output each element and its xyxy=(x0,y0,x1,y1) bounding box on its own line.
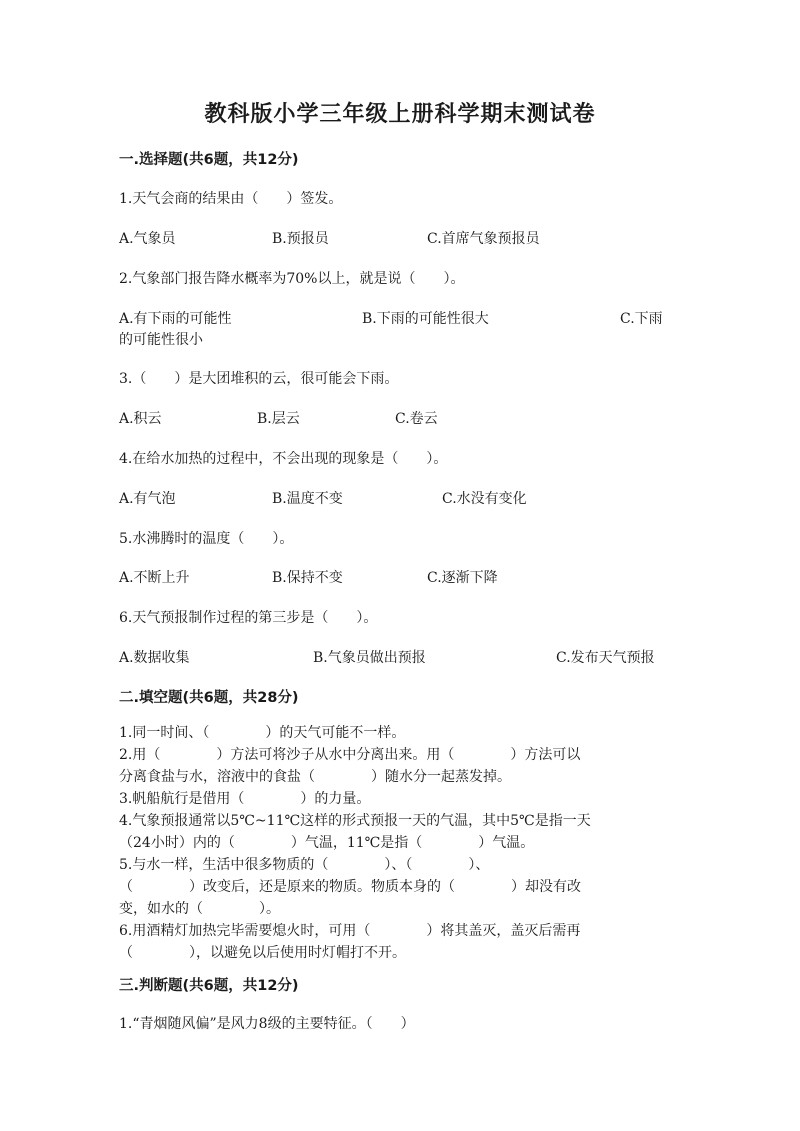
choice-question-5: 5.水沸腾时的温度（ ）。 xyxy=(119,531,294,547)
choice-question-2: 2.气象部门报告降水概率为70%以上，就是说（ ）。 xyxy=(119,271,465,287)
choice-option: A.有气泡 xyxy=(119,491,176,507)
fill-line: 变，如水的（ ）。 xyxy=(119,901,280,917)
choice-question-1: 1.天气会商的结果由（ ）签发。 xyxy=(119,191,343,207)
fill-line: 5.与水一样，生活中很多物质的（ ）、（ ）、 xyxy=(119,857,490,873)
choice-option: C.首席气象预报员 xyxy=(427,231,540,247)
choice-option: B.温度不变 xyxy=(272,491,343,507)
choice-question-4: 4.在给水加热的过程中，不会出现的现象是（ ）。 xyxy=(119,451,448,467)
judge-question-1: 1.“青烟随风偏”是风力8级的主要特征。（ ） xyxy=(119,1016,415,1032)
choice-option: C.水没有变化 xyxy=(442,491,527,507)
fill-line: 6.用酒精灯加热完毕需要熄火时，可用（ ）将其盖灭，盖灭后需再 xyxy=(119,923,581,939)
section-heading-choice: 一.选择题(共6题，共12分) xyxy=(119,152,299,168)
choice-question-3: 3.（ ）是大团堆积的云，很可能会下雨。 xyxy=(119,371,399,387)
choice-option: C.下雨 xyxy=(620,311,663,327)
choice-option: C.逐渐下降 xyxy=(427,570,498,586)
fill-line: 4.气象预报通常以5℃~11℃这样的形式预报一天的气温，其中5℃是指一天 xyxy=(119,813,591,829)
choice-option: A.有下雨的可能性 xyxy=(119,311,232,327)
choice-option-continued: 的可能性很小 xyxy=(119,332,203,348)
choice-question-6: 6.天气预报制作过程的第三步是（ ）。 xyxy=(119,610,378,626)
choice-option: A.数据收集 xyxy=(119,650,190,666)
choice-option: B.保持不变 xyxy=(272,570,343,586)
choice-option: B.层云 xyxy=(257,411,300,427)
choice-option: B.预报员 xyxy=(272,231,329,247)
fill-line: （24小时）内的（ ）气温，11℃是指（ ）气温。 xyxy=(119,835,535,851)
fill-line: 分离食盐与水，溶液中的食盐（ ）随水分一起蒸发掉。 xyxy=(119,769,511,785)
section-heading-judge: 三.判断题(共6题，共12分) xyxy=(119,978,299,994)
fill-line: （ ），以避免以后使用时灯帽打不开。 xyxy=(119,945,406,961)
section-heading-fill: 二.填空题(共6题，共28分) xyxy=(119,690,299,706)
choice-option: A.积云 xyxy=(119,411,162,427)
choice-option: B.气象员做出预报 xyxy=(313,650,426,666)
choice-option: C.发布天气预报 xyxy=(556,650,655,666)
fill-line: 1.同一时间、（ ）的天气可能不一样。 xyxy=(119,725,406,741)
fill-line: 3.帆船航行是借用（ ）的力量。 xyxy=(119,791,371,807)
choice-option: A.不断上升 xyxy=(119,570,190,586)
choice-option: B.下雨的可能性很大 xyxy=(362,311,489,327)
page-title: 教科版小学三年级上册科学期末测试卷 xyxy=(204,102,596,127)
choice-option: A.气象员 xyxy=(119,231,176,247)
fill-line: （ ）改变后，还是原来的物质。物质本身的（ ）却没有改 xyxy=(119,879,581,895)
fill-line: 2.用（ ）方法可将沙子从水中分离出来。用（ ）方法可以 xyxy=(119,747,581,763)
choice-option: C.卷云 xyxy=(395,411,438,427)
